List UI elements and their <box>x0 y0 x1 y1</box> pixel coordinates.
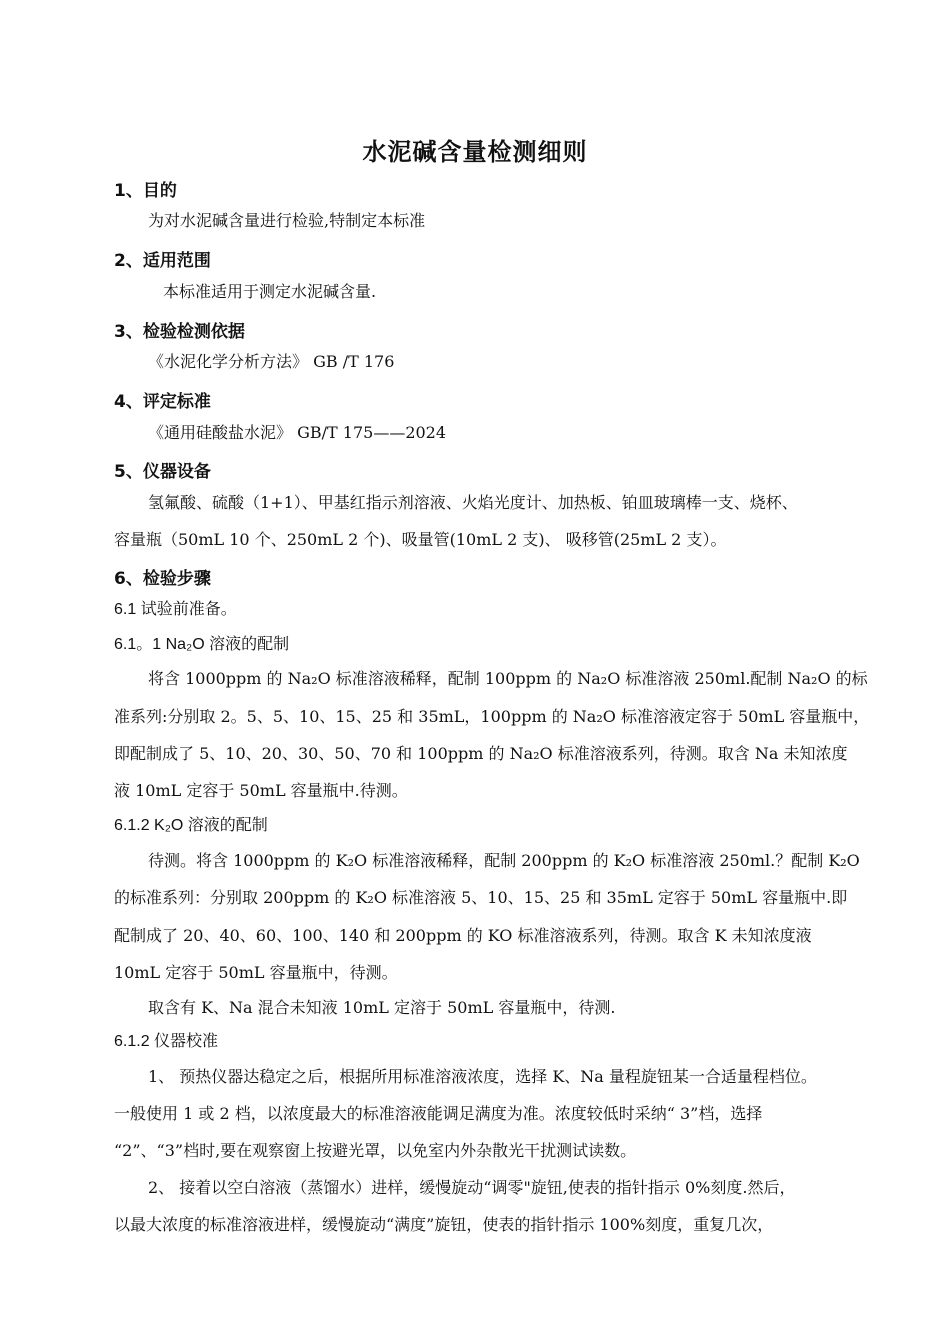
section-4-text: 《通用硅酸盐水泥》 GB/T 175——2024 <box>148 423 447 442</box>
section-4-heading: 4、评定标准 <box>114 392 211 412</box>
section-5-heading: 5、仪器设备 <box>114 462 211 482</box>
section-1-text: 为对水泥碱含量进行检验,特制定本标准 <box>148 211 426 230</box>
subsection-6-1-1: 6.1。1 Na₂O 溶液的配制 <box>114 636 290 653</box>
subsection-6-1-2: 6.1.2 K₂O 溶液的配制 <box>114 817 268 834</box>
k2o-line-5: 取含有 K、Na 混合未知液 10mL 定溶于 50mL 容量瓶中，待测. <box>148 998 616 1017</box>
document-title: 水泥碱含量检测细则 <box>362 138 588 166</box>
calibration-1-line-2: 一般使用 1 或 2 档，以浓度最大的标准溶液能调足满度为准。浓度较低时采纳“ 3”档，选择 <box>114 1104 763 1123</box>
section-1-heading: 1、目的 <box>114 181 177 201</box>
na2o-line-4: 液 10mL 定容于 50mL 容量瓶中.待测。 <box>114 781 408 800</box>
k2o-line-1: 待测。将含 1000ppm 的 K₂O 标准溶液稀释，配制 200ppm 的 K₂O 标准溶液 250ml.？配制 K₂O <box>148 851 860 870</box>
section-6-heading: 6、检验步骤 <box>114 569 211 589</box>
calibration-1-line-1: 1、 预热仪器达稳定之后，根据所用标准溶液浓度，选择 K、Na 量程旋钮某一合适量程档位。 <box>148 1067 817 1086</box>
section-3-text: 《水泥化学分析方法》 GB /T 176 <box>148 352 395 371</box>
calibration-1-line-3: “2”、“3”档时,要在观察窗上按避光罩，以免室内外杂散光干扰测试读数。 <box>114 1141 637 1160</box>
na2o-line-2: 准系列:分别取 2。5、5、10、15、25 和 35mL，100ppm 的 Na₂O 标准溶液定容于 50mL 容量瓶中， <box>114 707 870 726</box>
calibration-2-line-2: 以最大浓度的标准溶液进样，缓慢旋动“满度”旋钮，使表的指针指示 100%刻度，重复几次， <box>114 1215 774 1234</box>
na2o-line-3: 即配制成了 5、10、20、30、50、70 和 100ppm 的 Na₂O 标准溶液系列，待测。取含 Na 未知浓度 <box>114 744 848 763</box>
k2o-line-4: 10mL 定容于 50mL 容量瓶中，待测。 <box>114 963 398 982</box>
calibration-2-line-1: 2、 接着以空白溶液（蒸馏水）进样，缓慢旋动“调零"旋钮,使表的指针指示 0%刻度.然后， <box>148 1178 796 1197</box>
section-2-text: 本标准适用于测定水泥碱含量. <box>163 282 377 301</box>
k2o-line-3: 配制成了 20、40、60、100、140 和 200ppm 的 KO 标准溶液系列，待测。取含 K 未知浓度液 <box>114 926 812 945</box>
section-2-heading: 2、适用范围 <box>114 251 211 271</box>
k2o-line-2: 的标准系列：分别取 200ppm 的 K₂O 标准溶液 5、10、15、25 和 35mL 定容于 50mL 容量瓶中.即 <box>114 888 848 907</box>
subsection-instrument-calibration: 6.1.2 仪器校准 <box>114 1033 219 1050</box>
section-3-heading: 3、检验检测依据 <box>114 322 245 342</box>
na2o-line-1: 将含 1000ppm 的 Na₂O 标准溶液稀释，配制 100ppm 的 Na₂O 标准溶液 250ml.配制 Na₂O 的标 <box>148 669 868 688</box>
section-5-line-2: 容量瓶（50mL 10 个、250mL 2 个)、吸量管(10mL 2 支)、 吸移管(25mL 2 支）。 <box>114 530 727 549</box>
section-5-line-1: 氢氟酸、硫酸（1+1）、甲基红指示剂溶液、火焰光度计、加热板、铂皿玻璃棒一支、烧杯、 <box>148 493 798 512</box>
subsection-6-1: 6.1 试验前准备。 <box>114 601 237 618</box>
